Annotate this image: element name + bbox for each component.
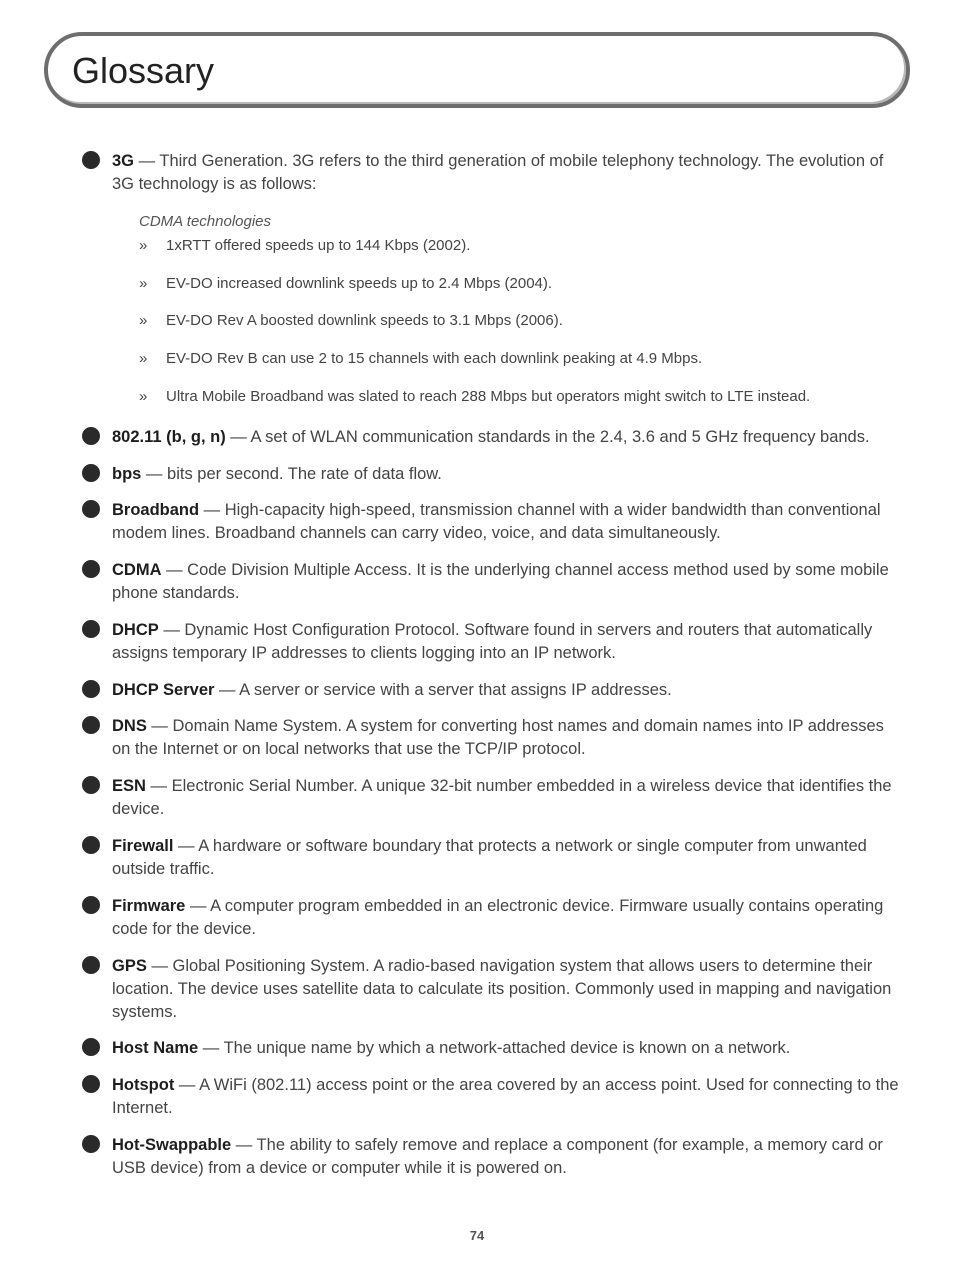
- sub-list-item: » EV-DO increased downlink speeds up to 2.4 Mbps (2004).: [139, 275, 553, 292]
- page-title: Glossary: [72, 50, 215, 91]
- glossary-entry-firewall: Firewall — A hardware or software boundary that protects a network or single computer from unwanted outside traffic.: [82, 835, 902, 881]
- page-number: 74: [469, 1228, 485, 1243]
- cdma-technologies-heading: CDMA technologies: [139, 213, 272, 230]
- sub-list-item: » EV-DO Rev A boosted downlink speeds to 3.1 Mbps (2006).: [139, 312, 563, 329]
- bullet-icon: [82, 836, 100, 854]
- bullet-icon: [82, 427, 100, 445]
- bullet-icon: [82, 776, 100, 794]
- sub-list-item: » 1xRTT offered speeds up to 144 Kbps (2002).: [139, 237, 471, 254]
- page-header: [44, 32, 910, 108]
- glossary-entry-firmware: Firmware — A computer program embedded in an electronic device. Firmware usually contains operating code for the device.: [82, 895, 902, 941]
- bullet-icon: [82, 620, 100, 638]
- sub-list-item: » EV-DO Rev B can use 2 to 15 channels with each downlink peaking at 4.9 Mbps.: [139, 350, 703, 367]
- glossary-entry-3g: [82, 150, 902, 196]
- glossary-entry-bps: bps — bits per second. The rate of data flow.: [82, 463, 902, 486]
- glossary-entry-host-name: Host Name — The unique name by which a network-attached device is known on a network.: [82, 1037, 902, 1060]
- definition: — Third Generation. 3G refers to the third generation of mobile telephony technology. The evolution of 3G technology is as follows:: [112, 152, 884, 193]
- chevron-right-icon: »: [139, 350, 148, 367]
- glossary-entry-broadband: Broadband — High-capacity high-speed, transmission channel with a wider bandwidth than conventional modem lines. Broadband channels can carry video, voice, and data simultaneously.: [82, 499, 902, 545]
- glossary-entry-cdma: CDMA — Code Division Multiple Access. It is the underlying channel access method used by some mobile phone standards.: [82, 559, 902, 605]
- glossary-entry-esn: ESN — Electronic Serial Number. A unique 32-bit number embedded in a wireless device that identifies the device.: [82, 775, 902, 821]
- chevron-right-icon: »: [139, 275, 148, 292]
- bullet-icon: [82, 560, 100, 578]
- bullet-icon: [82, 956, 100, 974]
- chevron-right-icon: »: [139, 237, 148, 254]
- sub-list-item: » Ultra Mobile Broadband was slated to reach 288 Mbps but operators might switch to LTE instead.: [139, 388, 811, 405]
- glossary-entry-dhcp: DHCP — Dynamic Host Configuration Protocol. Software found in servers and routers that automatically assigns temporary IP addresses to clients logging into an IP network.: [82, 619, 902, 665]
- bullet-icon: [82, 716, 100, 734]
- term: 3G: [112, 152, 135, 170]
- bullet-icon: [82, 1038, 100, 1056]
- glossary-entry-hot-swappable: Hot-Swappable — The ability to safely remove and replace a component (for example, a memory card or USB device) from a device or computer while it is powered on.: [82, 1134, 902, 1180]
- bullet-icon: [82, 151, 100, 169]
- glossary-entry-gps: GPS — Global Positioning System. A radio-based navigation system that allows users to determine their location. The device uses satellite data to calculate its position. Commonly used in mapping and navigation systems.: [82, 955, 902, 1024]
- bullet-icon: [82, 896, 100, 914]
- bullet-icon: [82, 464, 100, 482]
- bullet-icon: [82, 1135, 100, 1153]
- bullet-icon: [82, 1075, 100, 1093]
- glossary-entry-dhcp-server: DHCP Server — A server or service with a server that assigns IP addresses.: [82, 679, 902, 702]
- chevron-right-icon: »: [139, 388, 148, 405]
- chevron-right-icon: »: [139, 312, 148, 329]
- bullet-icon: [82, 680, 100, 698]
- glossary-entry-dns: DNS — Domain Name System. A system for converting host names and domain names into IP addresses on the Internet or on local networks that use the TCP/IP protocol.: [82, 715, 902, 761]
- glossary-entry-hotspot: Hotspot — A WiFi (802.11) access point or the area covered by an access point. Used for connecting to the Internet.: [82, 1074, 902, 1120]
- glossary-entry-802-11: 802.11 (b, g, n) — A set of WLAN communication standards in the 2.4, 3.6 and 5 GHz frequency bands.: [82, 426, 902, 449]
- bullet-icon: [82, 500, 100, 518]
